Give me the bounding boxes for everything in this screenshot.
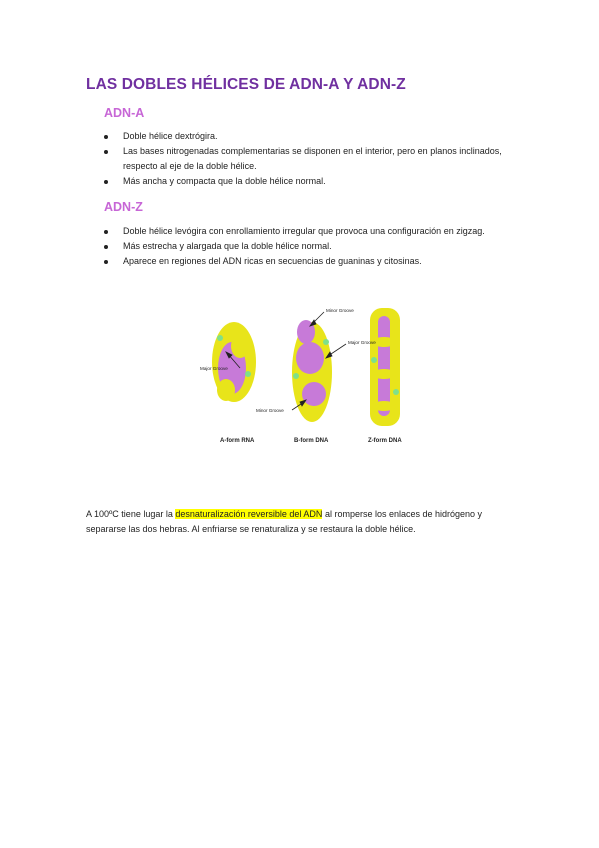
label-major-groove-left: Major Groove — [200, 366, 228, 371]
list-item: Doble hélice dextrógira. — [104, 129, 524, 144]
section-heading-adn-z: ADN-Z — [104, 200, 143, 214]
bullet-list-adn-z — [104, 224, 524, 269]
label-minor-groove-bottom: Minor Groove — [256, 408, 284, 413]
a-form-helix — [212, 322, 256, 402]
bullet-list-adn-a — [104, 129, 524, 189]
paragraph-text-before: A 100ºC tiene lugar la — [86, 509, 176, 519]
body-paragraph — [86, 507, 516, 537]
paragraph-text-after: al romperse los enlaces de hidrógeno y separarse las dos hebras. Al enfriarse se renaturaliza y se restaura la doble hélice. — [86, 509, 483, 534]
caption-b-form: B-form DNA — [294, 438, 329, 444]
caption-z-form: Z-form DNA — [368, 438, 402, 444]
label-minor-groove-top: Minor Groove — [326, 308, 354, 313]
list-item: Doble hélice levógira con enrollamiento irregular que provoca una configuración en zigzag. — [104, 224, 524, 239]
dna-helix-figure — [196, 302, 428, 450]
list-item: Más estrecha y alargada que la doble hélice normal. — [104, 239, 524, 254]
section-heading-adn-a: ADN-A — [104, 106, 145, 120]
z-form-helix — [370, 308, 400, 426]
label-major-groove-mid: Major Groove — [348, 340, 376, 345]
list-item: Más ancha y compacta que la doble hélice normal. — [104, 174, 524, 189]
page-title: LAS DOBLES HÉLICES DE ADN-A Y ADN-Z — [86, 76, 406, 93]
b-form-helix — [292, 320, 332, 422]
list-item: Las bases nitrogenadas complementarias se disponen en el interior, pero en planos inclinados, respecto al eje de la doble hélice. — [104, 144, 524, 174]
highlighted-text: desnaturalización reversible del ADN — [175, 509, 323, 519]
list-item: Aparece en regiones del ADN ricas en secuencias de guaninas y citosinas. — [104, 254, 524, 269]
caption-a-form: A-form RNA — [220, 438, 255, 444]
